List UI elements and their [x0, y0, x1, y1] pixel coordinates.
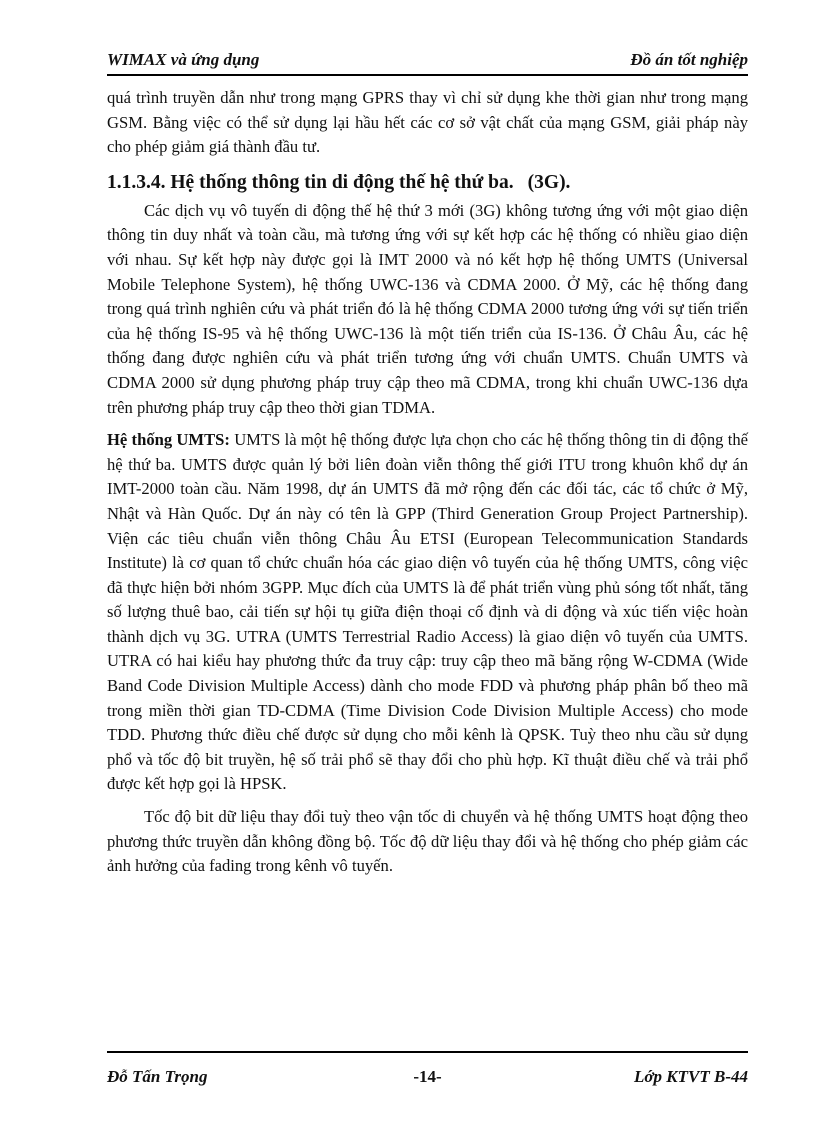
page-footer — [107, 1051, 748, 1087]
section-heading — [107, 170, 748, 196]
footer-author: Đỗ Tấn Trọng — [107, 1067, 208, 1086]
bitrate-paragraph: Tốc độ bit dữ liệu thay đổi tuỳ theo vận tốc di chuyển và hệ thống UMTS hoạt động theo phương thức truyền dẫn không đồng bộ. Tốc độ dữ liệu thay đổi và hệ thống cho phép giảm các ảnh hưởng của fading trong kênh vô tuyến. — [107, 807, 748, 876]
umts-label: Hệ thống UMTS: — [107, 430, 230, 450]
page-content — [107, 86, 748, 879]
paragraph-3g: Các dịch vụ vô tuyến di động thế hệ thứ 3 mới (3G) không tương ứng với một giao diện thông tin duy nhất và toàn cầu, mà tương ứng với sự kết hợp các hệ thống có nhiều giao diện với nhau. Sự kết hợp này được gọi là IMT 2000 và nó kết hợp hệ thống UMTS (Universal Mobile Telephone System), hệ thống UWC-136 và CDMA 2000. Ở Mỹ, các hệ thống đang trong quá trình nghiên cứu và phát triển đó là hệ thống CDMA 2000 tương ứng với sự tiến triển của hệ thống IS-95 và hệ thống UWC-136 là một tiến triển của IS-136. Ở Châu Âu, các hệ thống đang được nghiên cứu và phát triển tương ứng với chuẩn UMTS. Chuẩn UMTS và CDMA 2000 sử dụng phương pháp truy cập theo mã CDMA, trong khi chuẩn UWC-136 dựa trên phương pháp truy cập theo thời gian TDMA. — [107, 200, 748, 417]
umts-paragraph-block — [107, 428, 748, 797]
umts-paragraph: UMTS là một hệ thống được lựa chọn cho các hệ thống thông tin di động thế hệ thứ ba. UMTS được quản lý bởi liên đoàn viễn thông thế giới ITU trong khuôn khổ dự án IMT-2000 toàn cầu. Năm 1998, dự án UMTS đã mở rộng đến các đối tác, các tổ chức ở Mỹ, Nhật và Hàn Quốc. Dự án này có tên là GPP (Third Generation Group Project Partnership). Viện các tiêu chuẩn viễn thông Châu Âu ETSI (European Telecommunication Standards Institute) là cơ quan tổ chức chuẩn hóa các giao diện vô tuyến của hệ thống UMTS, công việc đã thực hiện bởi nhóm 3GPP. Mục đích của UMTS là để phát triển vùng phủ sóng tốt nhất, tăng số lượng thuê bao, cải tiến sự hội tụ giữa điện thoại cố định và di động và xúc tiến việc hoàn thành dịch vụ 3G. UTRA (UMTS Terrestrial Radio Access) là giao diện vô tuyến của UMTS. UTRA có hai kiểu hay phương thức đa truy cập: truy cập theo mã băng rộng W-CDMA (Wide Band Code Division Multiple Access) dành cho mode FDD và phương pháp phân bố theo mã trong miền thời gian TD-CDMA (Time Division Code Division Multiple Access) cho mode TDD. Phương thức điều chế được sử dụng cho mỗi kênh là QPSK. Tuỳ theo nhu cầu sử dụng phổ và tốc độ bit truyền, hệ số trải phổ sẽ thay đổi cho phù hợp. Kĩ thuật điều chế và trải phổ được kết hợp gọi là HPSK. — [107, 430, 748, 794]
section-heading-suffix: (3G). — [527, 171, 571, 193]
header-title: WIMAX và ứng dụng — [107, 50, 260, 69]
section-heading-text: 1.1.3.4. Hệ thống thông tin di động thế hệ thứ ba. — [107, 171, 514, 193]
page-number: -14- — [413, 1067, 442, 1086]
intro-paragraph: quá trình truyền dẫn như trong mạng GPRS thay vì chỉ sử dụng khe thời gian như trong mạng GSM. Bằng việc có thể sử dụng lại hầu hết các cơ sở vật chất của mạng GSM, giải pháp này cho phép giảm giá thành đầu tư. — [107, 88, 748, 157]
page-header — [107, 46, 748, 76]
footer-class: Lớp KTVT B-44 — [634, 1067, 748, 1086]
header-doc-type: Đồ án tốt nghiệp — [630, 50, 748, 69]
